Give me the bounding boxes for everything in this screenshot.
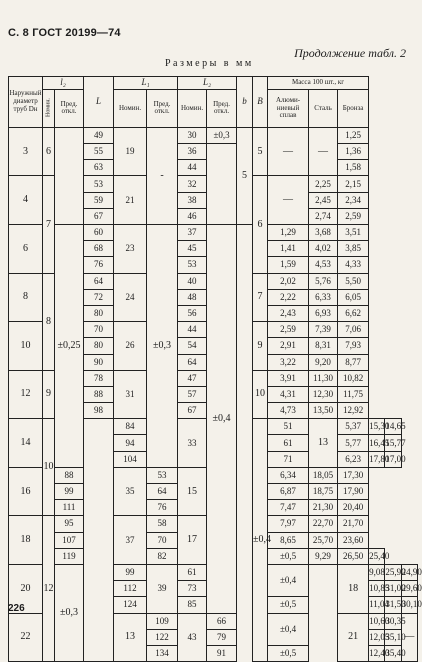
- L-cell: 80: [84, 338, 114, 354]
- mass-bronze-cell: 7,06: [338, 322, 369, 338]
- L1-nominal-cell: 43: [178, 613, 207, 662]
- mass-bronze-cell: 6,62: [338, 305, 369, 321]
- L2-tolerance-cell: ±0,5: [268, 548, 309, 564]
- mass-bronze-cell: 4,33: [338, 257, 369, 273]
- mass-steel-cell: 3,68: [309, 225, 338, 241]
- L2-nominal-cell: 56: [178, 305, 207, 321]
- L1-nominal-cell: 21: [114, 176, 147, 225]
- mass-steel-cell: 31,50: [385, 597, 401, 613]
- L2-nominal-cell: 79: [207, 629, 237, 645]
- l2-tolerance-cell: [55, 127, 84, 224]
- L-cell: 88: [84, 386, 114, 402]
- mass-bronze-cell: 25,40: [369, 548, 385, 564]
- L2-nominal-cell: 53: [147, 467, 178, 483]
- L-cell: 134: [147, 645, 178, 661]
- mass-steel-cell: 13,50: [309, 403, 338, 419]
- L2-nominal-cell: 91: [207, 645, 237, 661]
- L-cell: 68: [84, 241, 114, 257]
- diameter-cell: 8: [9, 273, 43, 322]
- b-cell: [309, 564, 338, 661]
- L1-nominal-cell: 33: [178, 419, 207, 468]
- mass-bronze-cell: 11,75: [338, 386, 369, 402]
- B-cell: 6: [253, 176, 268, 273]
- mass-aluminum-cell: 9,08: [369, 564, 385, 580]
- diameter-cell: 3: [9, 127, 43, 176]
- L2-nominal-cell: 47: [178, 370, 207, 386]
- table-row: [9, 225, 418, 241]
- mass-aluminum-cell: 8,65: [268, 532, 309, 548]
- mass-steel-cell: 6,33: [309, 289, 338, 305]
- mass-steel-cell: —: [309, 127, 338, 176]
- mass-bronze-cell: 6,05: [338, 289, 369, 305]
- L2-tolerance-cell: ±0,4: [207, 225, 237, 614]
- mass-aluminum-cell: 10,85: [369, 581, 385, 597]
- mass-steel-cell: 35,10: [385, 629, 401, 645]
- l2-nominal-cell: 12: [43, 516, 55, 662]
- mass-aluminum-cell: 2,02: [268, 273, 309, 289]
- mass-aluminum-cell: 12,40: [369, 645, 385, 661]
- L-cell: 88: [55, 467, 84, 483]
- mass-steel-cell: 18,05: [309, 467, 338, 483]
- header-L1-tolerance: Пред. откл.: [147, 89, 178, 127]
- L-cell: 72: [84, 289, 114, 305]
- L-cell: 67: [84, 208, 114, 224]
- L1-nominal-cell: 35: [114, 467, 147, 516]
- mass-aluminum-cell: 3,22: [268, 354, 309, 370]
- L-cell: 107: [55, 532, 84, 548]
- L-cell: 99: [114, 564, 147, 580]
- B-cell: 17: [178, 516, 207, 565]
- l2-nominal-cell: 7: [43, 176, 55, 273]
- L-cell: 84: [114, 419, 147, 435]
- L1-tolerance-cell: ±0,4: [253, 419, 268, 662]
- L-cell: 98: [84, 403, 114, 419]
- L2-tolerance-cell: ±0,5: [268, 597, 309, 613]
- mass-aluminum-cell: 2,22: [268, 289, 309, 305]
- mass-bronze-cell: 8,77: [338, 354, 369, 370]
- mass-steel-cell: 25,90: [385, 564, 401, 580]
- diameter-cell: 12: [9, 370, 43, 419]
- mass-aluminum-cell: 4,31: [268, 386, 309, 402]
- mass-aluminum-cell: 4,73: [268, 403, 309, 419]
- L1-tolerance-cell: -: [147, 127, 178, 224]
- L2-nominal-cell: 46: [178, 208, 207, 224]
- L2-nominal-cell: 64: [178, 354, 207, 370]
- mass-steel-cell: 26,50: [338, 548, 369, 564]
- L2-nominal-cell: 58: [147, 516, 178, 532]
- header-l2-tolerance: Пред. откл.: [55, 89, 84, 127]
- mass-aluminum-cell: 5,77: [338, 435, 369, 451]
- diameter-cell: 14: [9, 419, 43, 468]
- L-cell: 63: [84, 160, 114, 176]
- mass-bronze-cell: 17,30: [338, 467, 369, 483]
- L2-nominal-cell: 76: [147, 500, 178, 516]
- L2-nominal-cell: 70: [147, 532, 178, 548]
- L2-tolerance-cell: ±0,3: [207, 127, 237, 143]
- mass-steel-cell: 21,30: [309, 500, 338, 516]
- L2-tolerance-cell: [207, 144, 237, 225]
- mass-steel-cell: 17,80: [369, 451, 385, 467]
- L2-nominal-cell: 51: [268, 419, 309, 435]
- mass-steel-cell: 7,39: [309, 322, 338, 338]
- mass-steel-cell: 35,40: [385, 645, 401, 661]
- mass-bronze-cell: 2,34: [338, 192, 369, 208]
- mass-bronze-cell: 7,93: [338, 338, 369, 354]
- B-cell: 9: [253, 322, 268, 371]
- L2-nominal-cell: 36: [178, 144, 207, 160]
- L-cell: 64: [84, 273, 114, 289]
- L2-nominal-cell: 48: [178, 289, 207, 305]
- header-l2-nominal: Номин.: [43, 89, 55, 127]
- L2-nominal-cell: 44: [178, 322, 207, 338]
- mass-aluminum-cell: 6,23: [338, 451, 369, 467]
- mass-aluminum-cell: —: [268, 127, 309, 176]
- l2-tolerance-cell: ±0,3: [55, 564, 84, 661]
- L-cell: 76: [84, 257, 114, 273]
- b-cell: [237, 225, 253, 662]
- L-cell: 109: [147, 613, 178, 629]
- header-outer-diameter: Наружный диаметр труб Dн: [9, 77, 43, 128]
- mass-aluminum-cell: 1,59: [268, 257, 309, 273]
- L2-nominal-cell: 61: [178, 564, 207, 580]
- diameter-cell: 10: [9, 322, 43, 371]
- mass-bronze-cell: —: [401, 613, 417, 662]
- mass-bronze-cell: 24,90: [401, 564, 417, 580]
- header-aluminum: Алюми-ниевый сплав: [268, 89, 309, 127]
- mass-bronze-cell: 3,51: [338, 225, 369, 241]
- mass-steel-cell: 8,31: [309, 338, 338, 354]
- diameter-cell: 18: [9, 516, 43, 565]
- L-cell: 70: [84, 322, 114, 338]
- table-row: [9, 127, 418, 143]
- mass-steel-cell: 9,20: [309, 354, 338, 370]
- L2-nominal-cell: 71: [268, 451, 309, 467]
- dimensions-table: [8, 76, 422, 662]
- mass-steel-cell: 12,30: [309, 386, 338, 402]
- mass-bronze-cell: 1,25: [338, 127, 369, 143]
- mass-bronze-cell: 14,65: [385, 419, 401, 435]
- diameter-cell: 6: [9, 225, 43, 274]
- L2-nominal-cell: 45: [178, 241, 207, 257]
- diameter-cell: 16: [9, 467, 43, 516]
- page-header-ref: С. 8 ГОСТ 20199—74: [8, 27, 121, 39]
- L2-nominal-cell: 44: [178, 160, 207, 176]
- mass-aluminum-cell: 12,05: [369, 629, 385, 645]
- header-L2-tolerance: Пред. откл.: [207, 89, 237, 127]
- diameter-cell: 22: [9, 613, 43, 662]
- L-cell: 55: [84, 144, 114, 160]
- L2-nominal-cell: 37: [178, 225, 207, 241]
- L2-nominal-cell: 32: [178, 176, 207, 192]
- mass-aluminum-cell: 11,04: [369, 597, 385, 613]
- mass-aluminum-cell: 6,87: [268, 484, 309, 500]
- mass-bronze-cell: 17,00: [385, 451, 401, 467]
- mass-aluminum-cell: 2,43: [268, 305, 309, 321]
- L2-nominal-cell: 64: [147, 484, 178, 500]
- mass-steel-cell: 18,75: [309, 484, 338, 500]
- mass-steel-cell: 25,70: [309, 532, 338, 548]
- mass-aluminum-cell: 3,91: [268, 370, 309, 386]
- L1-nominal-cell: 19: [114, 127, 147, 176]
- L2-tolerance-cell: ±0,4: [268, 564, 309, 596]
- mass-aluminum-cell: 1,29: [268, 225, 309, 241]
- L2-tolerance-cell: ±0,5: [268, 645, 309, 661]
- header-l2: l₂: [43, 77, 84, 90]
- header-L1-nominal: Номин.: [114, 89, 147, 127]
- L2-nominal-cell: 38: [178, 192, 207, 208]
- L-cell: 95: [55, 516, 84, 532]
- mass-steel-cell: 31,00: [385, 581, 401, 597]
- page-number: 226: [8, 603, 25, 614]
- mass-bronze-cell: 29,60: [401, 581, 417, 597]
- B-cell: 10: [253, 370, 268, 419]
- mass-bronze-cell: 12,92: [338, 403, 369, 419]
- mass-bronze-cell: 1,36: [338, 144, 369, 160]
- diameter-cell: 20: [9, 564, 43, 613]
- mass-steel-cell: 16,45: [369, 435, 385, 451]
- L1-nominal-cell: 31: [114, 370, 147, 419]
- mass-bronze-cell: 5,50: [338, 273, 369, 289]
- l2-tolerance-cell: ±0,25: [55, 225, 84, 468]
- L-cell: 49: [84, 127, 114, 143]
- B-cell: 15: [178, 467, 207, 516]
- table-caption: Размеры в мм: [165, 58, 254, 69]
- l2-nominal-cell: 8: [43, 273, 55, 370]
- L-cell: 104: [114, 451, 147, 467]
- B-cell: 21: [338, 613, 369, 662]
- L2-nominal-cell: 66: [207, 613, 237, 629]
- mass-steel-cell: 4,02: [309, 241, 338, 257]
- L-cell: 60: [84, 225, 114, 241]
- l2-nominal-cell: 13: [114, 613, 147, 662]
- L-cell: 53: [84, 176, 114, 192]
- L2-nominal-cell: 30: [178, 127, 207, 143]
- mass-aluminum-cell: 1,41: [268, 241, 309, 257]
- L-cell: 59: [84, 192, 114, 208]
- L2-nominal-cell: 53: [178, 257, 207, 273]
- L2-nominal-cell: 73: [178, 581, 207, 597]
- B-cell: 13: [309, 419, 338, 468]
- header-L1: L₁: [114, 77, 178, 90]
- table-continuation-label: Продолжение табл. 2: [294, 46, 406, 60]
- L2-nominal-cell: 85: [178, 597, 207, 613]
- B-cell: 5: [253, 127, 268, 176]
- mass-bronze-cell: 1,58: [338, 160, 369, 176]
- header-L2: L₂: [178, 77, 237, 90]
- header-mass-group: Масса 100 шт., кг: [268, 77, 369, 90]
- L1-nominal-cell: 24: [114, 273, 147, 322]
- l2-nominal-cell: 6: [43, 127, 55, 176]
- L2-nominal-cell: 82: [147, 548, 178, 564]
- B-cell: 18: [338, 564, 369, 613]
- L-cell: 99: [55, 484, 84, 500]
- l2-nominal-cell: 10: [43, 419, 55, 516]
- mass-steel-cell: 22,70: [309, 516, 338, 532]
- L1-nominal-cell: 39: [147, 564, 178, 613]
- mass-aluminum-cell: 7,47: [268, 500, 309, 516]
- B-cell: 7: [253, 273, 268, 322]
- header-L: L: [84, 77, 114, 128]
- mass-bronze-cell: 21,70: [338, 516, 369, 532]
- mass-bronze-cell: 2,59: [338, 208, 369, 224]
- L1-nominal-cell: 37: [114, 516, 147, 565]
- L2-nominal-cell: 61: [268, 435, 309, 451]
- L-cell: 80: [84, 305, 114, 321]
- header-b: b: [237, 77, 253, 128]
- mass-bronze-cell: 10,82: [338, 370, 369, 386]
- mass-aluminum-cell: 6,34: [268, 467, 309, 483]
- L1-tolerance-cell: ±0,3: [147, 225, 178, 468]
- mass-bronze-cell: 2,15: [338, 176, 369, 192]
- L2-tolerance-cell: ±0,4: [268, 613, 309, 645]
- diameter-cell: 4: [9, 176, 43, 225]
- L2-nominal-cell: 40: [178, 273, 207, 289]
- mass-bronze-cell: 20,40: [338, 500, 369, 516]
- mass-aluminum-cell: —: [268, 176, 309, 225]
- mass-steel-cell: 2,74: [309, 208, 338, 224]
- mass-bronze-cell: 15,77: [385, 435, 401, 451]
- mass-steel-cell: 2,45: [309, 192, 338, 208]
- mass-bronze-cell: 3,85: [338, 241, 369, 257]
- mass-aluminum-cell: 2,59: [268, 322, 309, 338]
- mass-aluminum-cell: 7,97: [268, 516, 309, 532]
- mass-steel-cell: 6,93: [309, 305, 338, 321]
- l2-tolerance-cell: [84, 419, 114, 662]
- mass-steel-cell: 15,30: [369, 419, 385, 435]
- mass-steel-cell: 2,25: [309, 176, 338, 192]
- L2-nominal-cell: 54: [178, 338, 207, 354]
- header-L2-nominal: Номин.: [178, 89, 207, 127]
- L-cell: 119: [55, 548, 84, 564]
- mass-steel-cell: 30,35: [385, 613, 401, 629]
- L-cell: 124: [114, 597, 147, 613]
- L1-nominal-cell: 23: [114, 225, 147, 274]
- mass-bronze-cell: 17,90: [338, 484, 369, 500]
- b-cell: 5: [237, 127, 253, 224]
- L-cell: 90: [84, 354, 114, 370]
- mass-aluminum-cell: 5,37: [338, 419, 369, 435]
- mass-steel-cell: 5,76: [309, 273, 338, 289]
- L-cell: 111: [55, 500, 84, 516]
- header-B: B: [253, 77, 268, 128]
- L-cell: 78: [84, 370, 114, 386]
- L-cell: 94: [114, 435, 147, 451]
- mass-aluminum-cell: 2,91: [268, 338, 309, 354]
- L-cell: 122: [147, 629, 178, 645]
- header-steel: Сталь: [309, 89, 338, 127]
- mass-aluminum-cell: 9,29: [309, 548, 338, 564]
- mass-bronze-cell: 23,60: [338, 532, 369, 548]
- L2-nominal-cell: 57: [178, 386, 207, 402]
- mass-steel-cell: 11,30: [309, 370, 338, 386]
- mass-bronze-cell: 30,10: [401, 597, 417, 613]
- mass-steel-cell: 4,53: [309, 257, 338, 273]
- L-cell: 112: [114, 581, 147, 597]
- L1-nominal-cell: 26: [114, 322, 147, 371]
- L2-nominal-cell: 67: [178, 403, 207, 419]
- header-bronze: Бронза: [338, 89, 369, 127]
- mass-aluminum-cell: 10,60: [369, 613, 385, 629]
- l2-nominal-cell: 9: [43, 370, 55, 419]
